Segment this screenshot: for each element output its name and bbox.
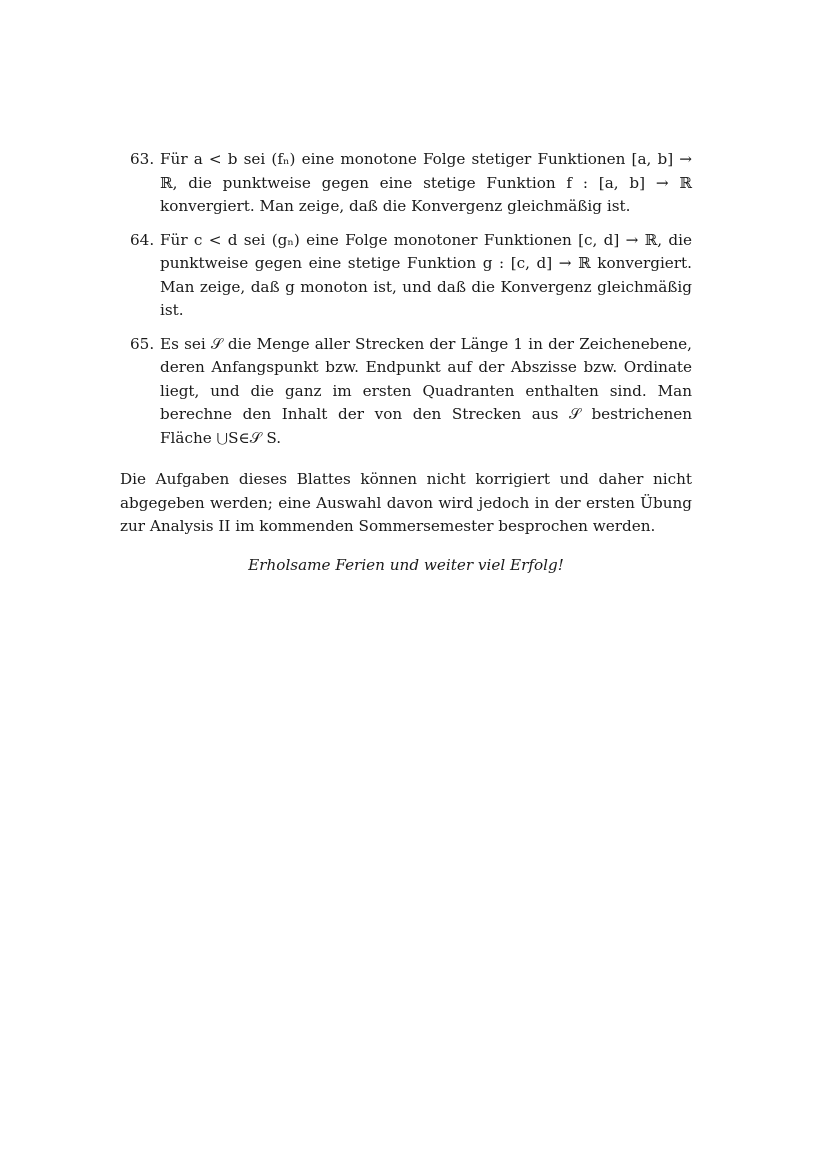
notice-paragraph: Die Aufgaben dieses Blattes können nicht korrigiert und daher nicht abgegeben werden; eine Auswahl davon wird jedoch in der ersten Übung zur Analysis II im kommenden Sommersemester besprochen werden.	[120, 470, 692, 535]
problem-text: Für c < d sei (gₙ) eine Folge monotoner Funktionen [c, d] → ℝ, die punktweise gegen eine stetige Funktion g : [c, d] → ℝ konvergiert. Man zeige, daß g monoton ist, und daß die Konvergenz gleichmäßig ist.	[160, 230, 692, 319]
problem-63	[120, 148, 692, 219]
problem-65	[120, 333, 692, 451]
problem-number: 65.	[130, 334, 155, 353]
problem-number: 64.	[130, 230, 155, 249]
problem-64	[120, 229, 692, 323]
problem-number: 63.	[130, 150, 155, 168]
problem-text: Es sei 𝒮 die Menge aller Strecken der Länge 1 in der Zeichenebene, deren Anfangspunkt bzw. Endpunkt auf der Abszisse bzw. Ordinate liegt, und die ganz im ersten Quadranten enthalten sind. Man berechne den Inhalt der von den Strecken aus 𝒮 bestrichenen Fläche ⋃S∈𝒮 S.	[160, 334, 692, 447]
exercise-sheet	[120, 148, 692, 592]
problem-text: Für a < b sei (fₙ) eine monotone Folge stetiger Funktionen [a, b] → ℝ, die punktweise gegen eine stetige Funktion f : [a, b] → ℝ konvergiert. Man zeige, daß die Konvergenz gleichmäßig ist.	[160, 150, 692, 215]
closing-line: Erholsame Ferien und weiter viel Erfolg!	[248, 555, 564, 574]
